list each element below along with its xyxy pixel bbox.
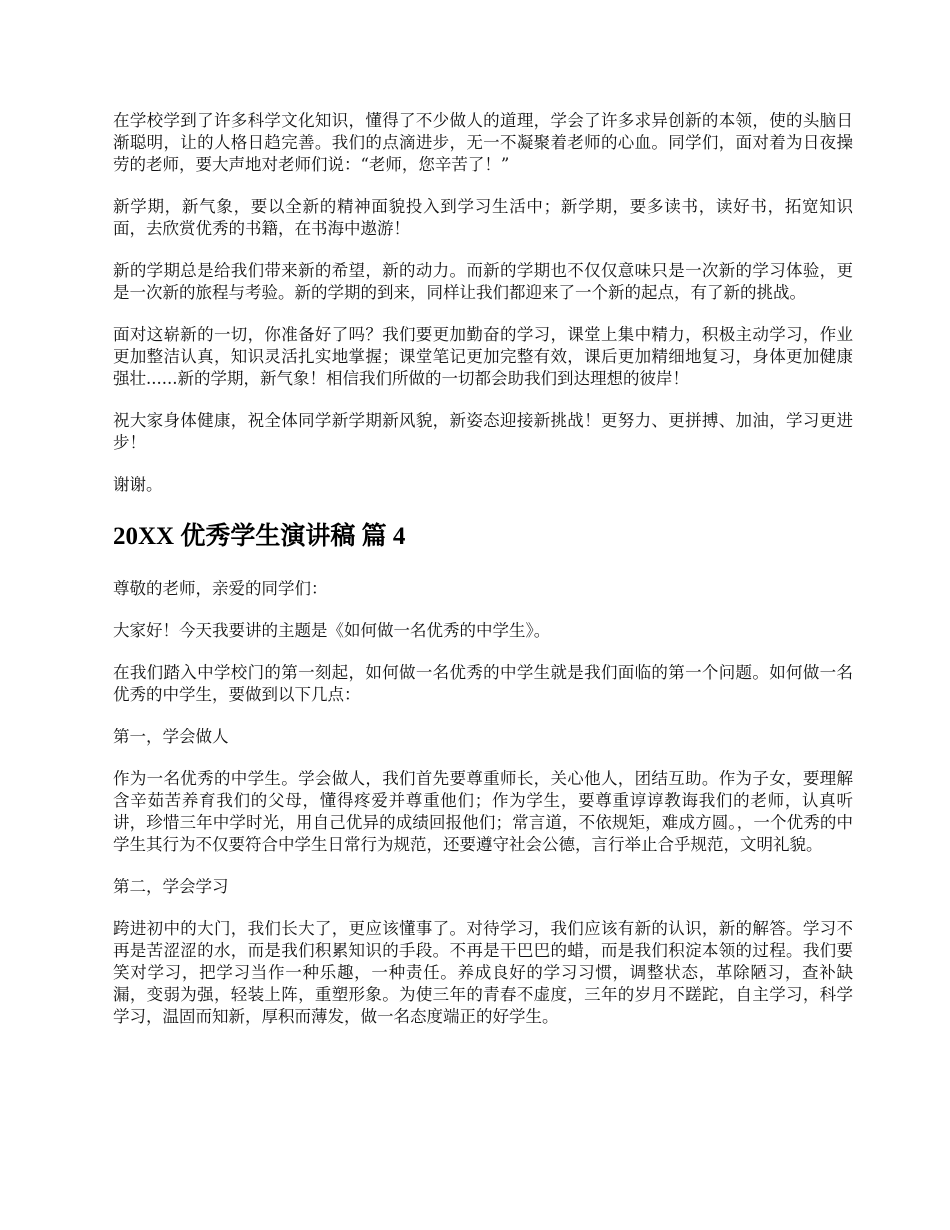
- paragraph-thanks: 谢谢。: [113, 475, 163, 494]
- paragraph-wishes: 祝大家身体健康，祝全体同学新学期新风貌，新姿态迎接新挑战！更努力、更拼搏、加油，学习更进步！: [113, 411, 853, 452]
- subheading-second: 第二，学会学习: [113, 877, 229, 896]
- paragraph-ready: 面对这崭新的一切，你准备好了吗？我们要更加勤奋的学习，课堂上集中精力，积极主动学习，作业更加整洁认真，知识灵活扎实地掌握；课堂笔记更加完整有效，课后更加精细地复习，身体更加健康强壮......新的学期，新气象！相信我们所做的一切都会助我们到达理想的彼岸！: [113, 325, 853, 388]
- paragraph-learn: 跨进初中的大门，我们长大了，更应该懂事了。对待学习，我们应该有新的认识，新的解答。学习不再是苦涩涩的水，而是我们积累知识的手段。不再是干巴巴的蜡，而是我们积淀本领的过程。我们要笑对学习，把学习当作一种乐趣，一种责任。养成良好的学习习惯，调整状态，革除陋习，查补缺漏，变弱为强，轻装上阵，重塑形象。为使三年的青春不虚度，三年的岁月不蹉跎，自主学习，科学学习，温固而知新，厚积而薄发，做一名态度端正的好学生。: [113, 919, 853, 1026]
- paragraph-intro: 在我们踏入中学校门的第一刻起，如何做一名优秀的中学生就是我们面临的第一个问题。如何做一名优秀的中学生，要做到以下几点：: [113, 663, 853, 704]
- paragraph-topic: 大家好！今天我要讲的主题是《如何做一名优秀的中学生》。: [113, 621, 551, 640]
- paragraph-new-hope: 新的学期总是给我们带来新的希望，新的动力。而新的学期也不仅仅意味只是一次新的学习体验，更是一次新的旅程与考验。新的学期的到来，同样让我们都迎来了一个新的起点，有了新的挑战。: [113, 261, 853, 302]
- paragraph-teacher-thanks: 在学校学到了许多科学文化知识，懂得了不少做人的道理，学会了许多求异创新的本领，使的头脑日渐聪明，让的人格日趋完善。我们的点滴进步，无一不凝聚着老师的心血。同学们，面对着为日夜操劳的老师，要大声地对老师们说：“老师，您辛苦了！”: [113, 111, 853, 174]
- subheading-first: 第一，学会做人: [113, 727, 229, 746]
- document-page: [113, 110, 853, 1028]
- paragraph-greeting: 尊敬的老师，亲爱的同学们：: [113, 579, 328, 598]
- paragraph-new-semester: 新学期，新气象，要以全新的精神面貌投入到学习生活中；新学期，要多读书，读好书，拓宽知识面，去欣赏优秀的书籍，在书海中遨游！: [113, 197, 853, 238]
- paragraph-be-person: 作为一名优秀的中学生。学会做人，我们首先要尊重师长，关心他人，团结互助。作为子女，要理解含辛茹苦养育我们的父母，懂得疼爱并尊重他们；作为学生，要尊重谆谆教诲我们的老师，认真听讲，珍惜三年中学时光，用自己优异的成绩回报他们；常言道，不依规矩，难成方圆。，一个优秀的中学生其行为不仅要符合中学生日常行为规范，还要遵守社会公德，言行举止合乎规范，文明礼貌。: [113, 769, 853, 854]
- section-heading: 20XX 优秀学生演讲稿 篇 4: [113, 523, 406, 550]
